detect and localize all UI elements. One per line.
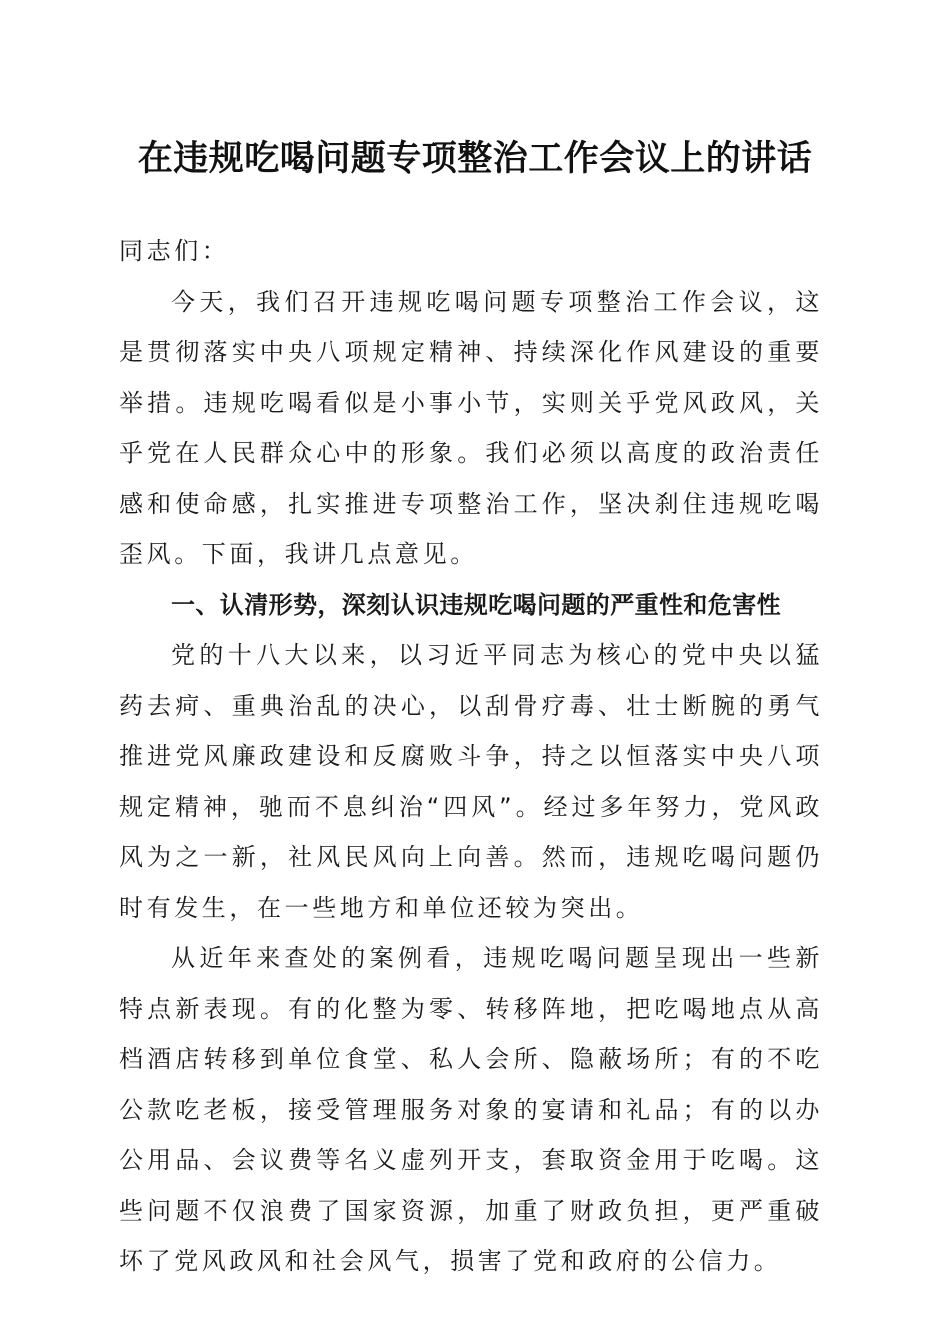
document-title: 在违规吃喝问题专项整治工作会议上的讲话	[137, 138, 813, 179]
salutation: 同志们：	[119, 237, 230, 265]
section-heading: 一、认清形势，深刻认识违规吃喝问题的严重性和危害性	[171, 590, 781, 619]
document-body	[119, 226, 823, 1287]
opening-paragraph: 今天，我们召开违规吃喝问题专项整治工作会议，这是贯彻落实中央八项规定精神、持续深化作风建设的重要举措。违规吃喝看似是小事小节，实则关乎党风政风，关乎党在人民群众心中的形象。我们必须以高度的政治责任感和使命感，扎实推进专项整治工作，坚决刹住违规吃喝歪风。下面，我讲几点意见。	[119, 287, 823, 568]
section-paragraph: 从近年来查处的案例看，违规吃喝问题呈现出一些新特点新表现。有的化整为零、转移阵地，把吃喝地点从高档酒店转移到单位食堂、私人会所、隐蔽场所；有的不吃公款吃老板，接受管理服务对象的宴请和礼品；有的以办公用品、会议费等名义虚列开支，套取资金用于吃喝。这些问题不仅浪费了国家资源，加重了财政负担，更严重破坏了党风政风和社会风气，损害了党和政府的公信力。	[119, 944, 823, 1275]
section-paragraph: 党的十八大以来，以习近平同志为核心的党中央以猛药去疴、重典治乱的决心，以刮骨疗毒、壮士断腕的勇气推进党风廉政建设和反腐败斗争，持之以恒落实中央八项规定精神，驰而不息纠治“四风”。经过多年努力，党风政风为之一新，社风民风向上向善。然而，违规吃喝问题仍时有发生，在一些地方和单位还较为突出。	[119, 641, 823, 922]
